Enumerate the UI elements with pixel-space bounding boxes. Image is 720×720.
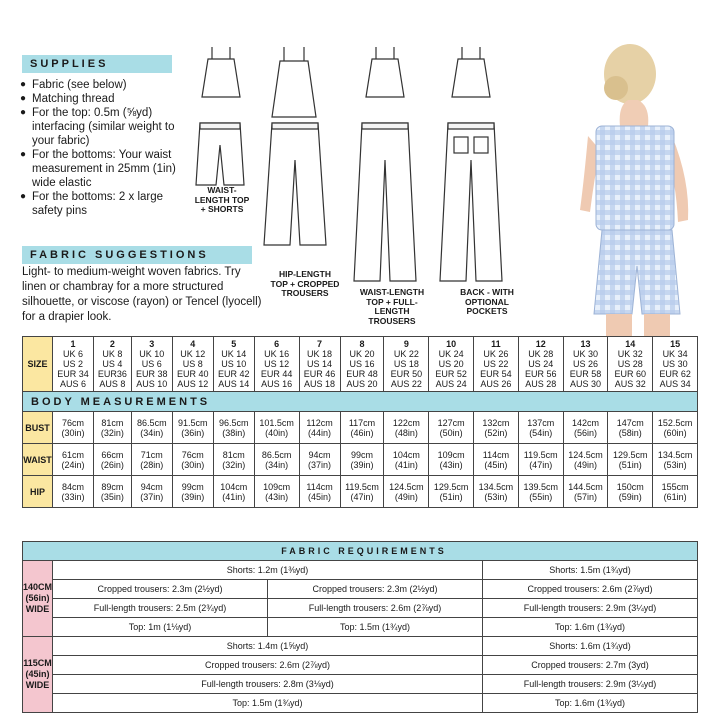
measurement-cell: 104cm (41in): [384, 444, 429, 476]
size-cell: 15 UK 34 US 30 EUR 62 AUS 34: [653, 337, 698, 392]
supplies-heading: SUPPLIES: [22, 55, 172, 73]
fabric-requirement-cell: Top: 1.5m (1¾yd): [268, 618, 483, 637]
measurement-label: WAIST: [23, 444, 53, 476]
measurement-label: HIP: [23, 476, 53, 508]
measurement-cell: 109cm (43in): [429, 444, 474, 476]
fabric-width-label: 140CM (56in) WIDE: [23, 561, 53, 637]
pocket-illustration: [454, 137, 468, 153]
measurement-cell: 142cm (56in): [563, 412, 608, 444]
supplies-item: ● For the bottoms: Your waist measurement in 25mm (1in) wide elastic: [22, 148, 182, 190]
fabric-suggestions-heading: FABRIC SUGGESTIONS: [22, 246, 252, 264]
fabric-row: [23, 618, 698, 637]
fabric-row: [23, 599, 698, 618]
fabric-row: [23, 675, 698, 694]
measurement-cell: 99cm (39in): [172, 476, 213, 508]
measurement-label: BUST: [23, 412, 53, 444]
fabric-requirement-cell: Shorts: 1.4m (1⅝yd): [53, 637, 483, 656]
measurement-row: [23, 412, 698, 444]
top-illustration: [272, 47, 316, 117]
measurement-cell: 114cm (45in): [474, 444, 519, 476]
fabric-requirement-cell: Top: 1.6m (1¾yd): [482, 618, 697, 637]
measurement-cell: 150cm (59in): [608, 476, 653, 508]
fabric-row: [23, 561, 698, 580]
measurement-cell: 119.5cm (47in): [340, 476, 384, 508]
measurement-cell: 99cm (39in): [340, 444, 384, 476]
measurement-cell: 61cm (24in): [53, 444, 94, 476]
garment-illustrations: [190, 45, 510, 315]
fabric-requirement-cell: Top: 1.5m (1¾yd): [53, 694, 483, 713]
measurement-cell: 132cm (52in): [474, 412, 519, 444]
fabric-row: [23, 694, 698, 713]
body-measurements-band: [23, 392, 698, 412]
garment-caption: BACK - WITH OPTIONAL POCKETS: [460, 287, 514, 316]
measurement-cell: 155cm (61in): [653, 476, 698, 508]
fabric-requirements-heading: FABRIC REQUIREMENTS: [23, 542, 698, 561]
measurement-cell: 129.5cm (51in): [429, 476, 474, 508]
top-illustration: [202, 47, 240, 97]
size-cell: 1 UK 6 US 2 EUR 34 AUS 6: [53, 337, 94, 392]
measurement-cell: 129.5cm (51in): [608, 444, 653, 476]
fabric-requirement-cell: Top: 1m (1⅛yd): [53, 618, 268, 637]
measurement-row: [23, 444, 698, 476]
fabric-requirement-cell: Full-length trousers: 2.6m (2⅞yd): [268, 599, 483, 618]
supplies-item: ● For the top: 0.5m (⅝yd) interfacing (similar weight to your fabric): [22, 106, 182, 148]
measurement-cell: 84cm (33in): [53, 476, 94, 508]
measurement-cell: 76cm (30in): [172, 444, 213, 476]
fabric-requirement-cell: Full-length trousers: 2.8m (3⅛yd): [53, 675, 483, 694]
supplies-item: ● For the bottoms: 2 x large safety pins: [22, 190, 182, 218]
fabric-requirement-cell: Cropped trousers: 2.6m (2⅞yd): [482, 580, 697, 599]
measurement-cell: 66cm (26in): [93, 444, 131, 476]
fabric-requirement-cell: Top: 1.6m (1¾yd): [482, 694, 697, 713]
measurement-cell: 134.5cm (53in): [653, 444, 698, 476]
fabric-row: [23, 637, 698, 656]
size-row: [23, 337, 698, 392]
supplies-item: ● Fabric (see below): [22, 78, 182, 92]
size-cell: 5 UK 14 US 10 EUR 42 AUS 14: [213, 337, 254, 392]
measurement-cell: 127cm (50in): [429, 412, 474, 444]
measurement-cell: 124.5cm (49in): [563, 444, 608, 476]
top-illustration: [366, 47, 404, 97]
fabric-requirement-cell: Cropped trousers: 2.7m (3yd): [482, 656, 697, 675]
size-cell: 13 UK 30 US 26 EUR 58 AUS 30: [563, 337, 608, 392]
measurement-cell: 124.5cm (49in): [384, 476, 429, 508]
measurement-cell: 139.5cm (55in): [518, 476, 563, 508]
garment-caption: WAIST-LENGTH TOP + SHORTS: [194, 185, 250, 214]
size-label: SIZE: [23, 337, 53, 392]
measurement-cell: 101.5cm (40in): [254, 412, 299, 444]
measurement-cell: 114cm (45in): [299, 476, 340, 508]
size-cell: 14 UK 32 US 28 EUR 60 AUS 32: [608, 337, 653, 392]
measurement-cell: 94cm (37in): [299, 444, 340, 476]
fabric-requirement-cell: Cropped trousers: 2.6m (2⅞yd): [53, 656, 483, 675]
cropped-trousers-illustration: [264, 123, 326, 245]
measurement-cell: 94cm (37in): [131, 476, 172, 508]
measurement-cell: 91.5cm (36in): [172, 412, 213, 444]
fabric-requirement-cell: Full-length trousers: 2.5m (2¾yd): [53, 599, 268, 618]
shorts-illustration: [196, 123, 244, 185]
fabric-requirement-cell: Shorts: 1.6m (1¾yd): [482, 637, 697, 656]
size-cell: 7 UK 18 US 14 EUR 46 AUS 18: [299, 337, 340, 392]
supplies-item: ● Matching thread: [22, 92, 182, 106]
fabric-requirements-band: [23, 542, 698, 561]
model-photo: [520, 40, 720, 336]
size-cell: 2 UK 8 US 4 EUR36 AUS 8: [93, 337, 131, 392]
garment-caption: HIP-LENGTH TOP + CROPPED TROUSERS: [270, 269, 340, 298]
measurement-cell: 81cm (32in): [93, 412, 131, 444]
measurement-cell: 144.5cm (57in): [563, 476, 608, 508]
measurement-cell: 86.5cm (34in): [254, 444, 299, 476]
full-length-trousers-illustration: [354, 123, 416, 281]
measurement-cell: 147cm (58in): [608, 412, 653, 444]
fabric-row: [23, 580, 698, 599]
size-cell: 9 UK 22 US 18 EUR 50 AUS 22: [384, 337, 429, 392]
fabric-requirements-table: [22, 541, 698, 713]
measurement-cell: 71cm (28in): [131, 444, 172, 476]
fabric-width-label: 115CM (45in) WIDE: [23, 637, 53, 713]
fabric-row: [23, 656, 698, 675]
size-cell: 12 UK 28 US 24 EUR 56 AUS 28: [518, 337, 563, 392]
size-cell: 10 UK 24 US 20 EUR 52 AUS 24: [429, 337, 474, 392]
measurement-cell: 86.5cm (34in): [131, 412, 172, 444]
size-table: [22, 336, 698, 508]
size-cell: 11 UK 26 US 22 EUR 54 AUS 26: [474, 337, 519, 392]
size-cell: 3 UK 10 US 6 EUR 38 AUS 10: [131, 337, 172, 392]
fabric-requirement-cell: Full-length trousers: 2.9m (3¼yd): [482, 675, 697, 694]
measurement-cell: 112cm (44in): [299, 412, 340, 444]
garment-caption: WAIST-LENGTH TOP + FULL-LENGTH TROUSERS: [359, 287, 425, 326]
measurement-cell: 134.5cm (53in): [474, 476, 519, 508]
pocket-illustration: [474, 137, 488, 153]
fabric-requirement-cell: Cropped trousers: 2.3m (2½yd): [53, 580, 268, 599]
supplies-list: [22, 78, 182, 218]
measurement-cell: 96.5cm (38in): [213, 412, 254, 444]
fabric-requirement-cell: Shorts: 1.5m (1¾yd): [482, 561, 697, 580]
measurement-row: [23, 476, 698, 508]
fabric-requirement-cell: Full-length trousers: 2.9m (3¼yd): [482, 599, 697, 618]
measurement-cell: 152.5cm (60in): [653, 412, 698, 444]
trousers-back-illustration: [440, 123, 502, 281]
fabric-requirement-cell: Shorts: 1.2m (1⅜yd): [53, 561, 483, 580]
body-measurements-heading: BODY MEASUREMENTS: [23, 392, 698, 412]
size-cell: 4 UK 12 US 8 EUR 40 AUS 12: [172, 337, 213, 392]
measurement-cell: 122cm (48in): [384, 412, 429, 444]
measurement-cell: 117cm (46in): [340, 412, 384, 444]
top-back-illustration: [452, 47, 490, 97]
measurement-cell: 119.5cm (47in): [518, 444, 563, 476]
measurement-cell: 137cm (54in): [518, 412, 563, 444]
measurement-cell: 81cm (32in): [213, 444, 254, 476]
fabric-suggestions-text: Light- to medium-weight woven fabrics. Try linen or chambray for a more structured silhouette, or viscose (rayon) or Tencel (lyocell) for a drapier look.: [22, 266, 262, 323]
measurement-cell: 76cm (30in): [53, 412, 94, 444]
measurement-cell: 109cm (43in): [254, 476, 299, 508]
measurement-cell: 89cm (35in): [93, 476, 131, 508]
measurement-cell: 104cm (41in): [213, 476, 254, 508]
fabric-requirement-cell: Cropped trousers: 2.3m (2½yd): [268, 580, 483, 599]
size-cell: 6 UK 16 US 12 EUR 44 AUS 16: [254, 337, 299, 392]
size-cell: 8 UK 20 US 16 EUR 48 AUS 20: [340, 337, 384, 392]
